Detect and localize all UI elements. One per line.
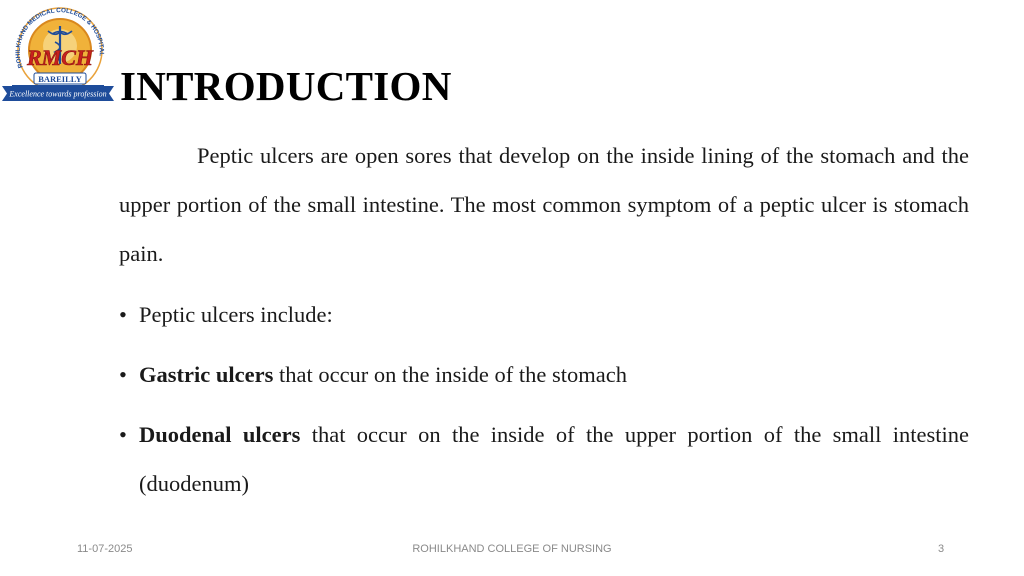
footer-college-name: ROHILKHAND COLLEGE OF NURSING bbox=[412, 543, 612, 555]
bullet-bold-term: Duodenal ulcers bbox=[139, 422, 301, 447]
college-logo-graphic bbox=[0, 4, 116, 104]
footer-page-number: 3 bbox=[938, 543, 945, 555]
intro-paragraph: Peptic ulcers are open sores that develop on the inside lining of the stomach and the upper portion of the small intestine. The most common symptom of a peptic ulcer is stomach pain. bbox=[119, 143, 969, 266]
bullet-item bbox=[119, 350, 969, 399]
bullet-item bbox=[119, 290, 969, 339]
bullet-list bbox=[119, 290, 969, 519]
slide-title: INTRODUCTION bbox=[120, 63, 452, 109]
bullet-text: that occur on the inside of the stomach bbox=[273, 362, 627, 387]
logo-ring-text: ROHILKHAND MEDICAL COLLEGE & HOSPITAL bbox=[14, 7, 105, 69]
college-logo bbox=[0, 4, 116, 104]
logo-city-text: BAREILLY bbox=[38, 74, 82, 84]
bullet-item bbox=[119, 410, 969, 508]
bullet-dot-icon: • bbox=[119, 302, 127, 327]
logo-tagline-text: Excellence towards profession bbox=[9, 89, 107, 99]
logo-mark-text: RMCH bbox=[26, 45, 94, 70]
bullet-text: Peptic ulcers include: bbox=[139, 302, 333, 327]
bullet-dot-icon: • bbox=[119, 362, 127, 387]
footer-date: 11-07-2025 bbox=[77, 543, 133, 555]
bullet-dot-icon: • bbox=[119, 422, 127, 447]
bullet-text: that occur on the inside of the upper portion of the small intestine (duodenum) bbox=[139, 422, 969, 496]
bullet-bold-term: Gastric ulcers bbox=[139, 362, 274, 387]
